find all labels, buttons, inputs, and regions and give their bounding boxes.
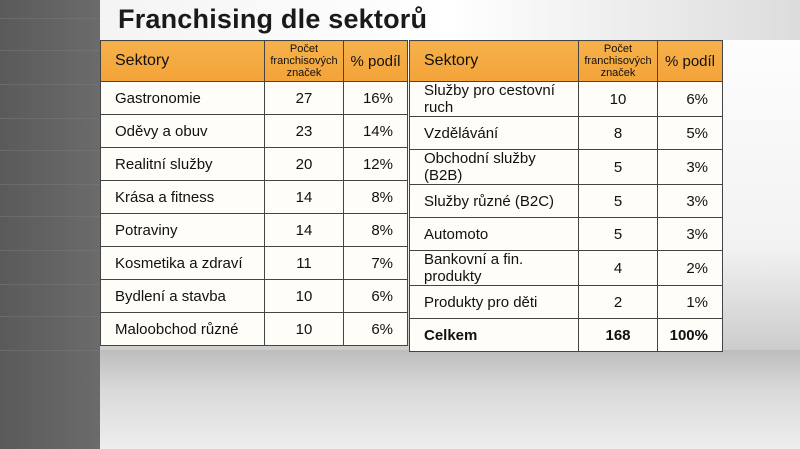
count-cell: 5 [579,150,658,185]
sector-cell: Obchodní služby (B2B) [410,150,579,185]
table-row [101,247,408,280]
table-row [410,185,723,218]
header-count: Počet franchisových značek [579,41,658,82]
total-row [410,319,723,352]
sector-cell: Kosmetika a zdraví [101,247,265,280]
count-cell: 27 [265,82,344,115]
count-cell: 2 [579,286,658,319]
count-cell: 10 [579,82,658,117]
sector-cell: Krása a fitness [101,181,265,214]
share-cell: 12% [344,148,408,181]
header-sector: Sektory [101,41,265,82]
share-cell: 1% [658,286,723,319]
count-cell: 10 [265,313,344,346]
share-cell: 2% [658,251,723,286]
share-cell: 6% [658,82,723,117]
table-row [101,115,408,148]
table-row [101,82,408,115]
sector-cell: Oděvy a obuv [101,115,265,148]
header-row [101,41,408,82]
share-cell: 5% [658,117,723,150]
table-row [101,148,408,181]
share-cell: 6% [344,313,408,346]
sector-cell: Služby pro cestovní ruch [410,82,579,117]
share-cell: 16% [344,82,408,115]
count-cell: 14 [265,214,344,247]
table-row [410,286,723,319]
count-cell: 10 [265,280,344,313]
share-cell: 3% [658,150,723,185]
count-cell: 20 [265,148,344,181]
header-count: Počet franchisových značek [265,41,344,82]
header-row [410,41,723,82]
sector-cell: Bankovní a fin. produkty [410,251,579,286]
table-row [101,181,408,214]
sector-cell: Maloobchod různé [101,313,265,346]
count-cell: 5 [579,218,658,251]
table-row [101,214,408,247]
share-cell: 100% [658,319,723,352]
table-row [410,82,723,117]
table-row [101,313,408,346]
count-cell: 8 [579,117,658,150]
sector-cell: Realitní služby [101,148,265,181]
sector-cell: Vzdělávání [410,117,579,150]
table-row [410,150,723,185]
sector-cell: Automoto [410,218,579,251]
left-decor-bar [0,0,100,449]
sector-cell: Služby různé (B2C) [410,185,579,218]
table-row [410,117,723,150]
share-cell: 8% [344,181,408,214]
count-cell: 4 [579,251,658,286]
table-row [410,251,723,286]
header-sector: Sektory [410,41,579,82]
right-table-body [410,82,723,352]
header-share: % podíl [658,41,723,82]
sector-cell: Potraviny [101,214,265,247]
share-cell: 8% [344,214,408,247]
count-cell: 168 [579,319,658,352]
sector-cell: Celkem [410,319,579,352]
table-row [410,218,723,251]
share-cell: 6% [344,280,408,313]
share-cell: 14% [344,115,408,148]
count-cell: 11 [265,247,344,280]
page-title: Franchising dle sektorů [118,4,428,34]
left-table-body [101,82,408,346]
share-cell: 3% [658,185,723,218]
count-cell: 5 [579,185,658,218]
share-cell: 3% [658,218,723,251]
left-sector-table [100,40,408,346]
share-cell: 7% [344,247,408,280]
sector-cell: Produkty pro děti [410,286,579,319]
sector-cell: Bydlení a stavba [101,280,265,313]
bottom-shade [100,350,800,449]
count-cell: 23 [265,115,344,148]
right-sector-table [409,40,723,352]
table-row [101,280,408,313]
count-cell: 14 [265,181,344,214]
header-share: % podíl [344,41,408,82]
sector-cell: Gastronomie [101,82,265,115]
